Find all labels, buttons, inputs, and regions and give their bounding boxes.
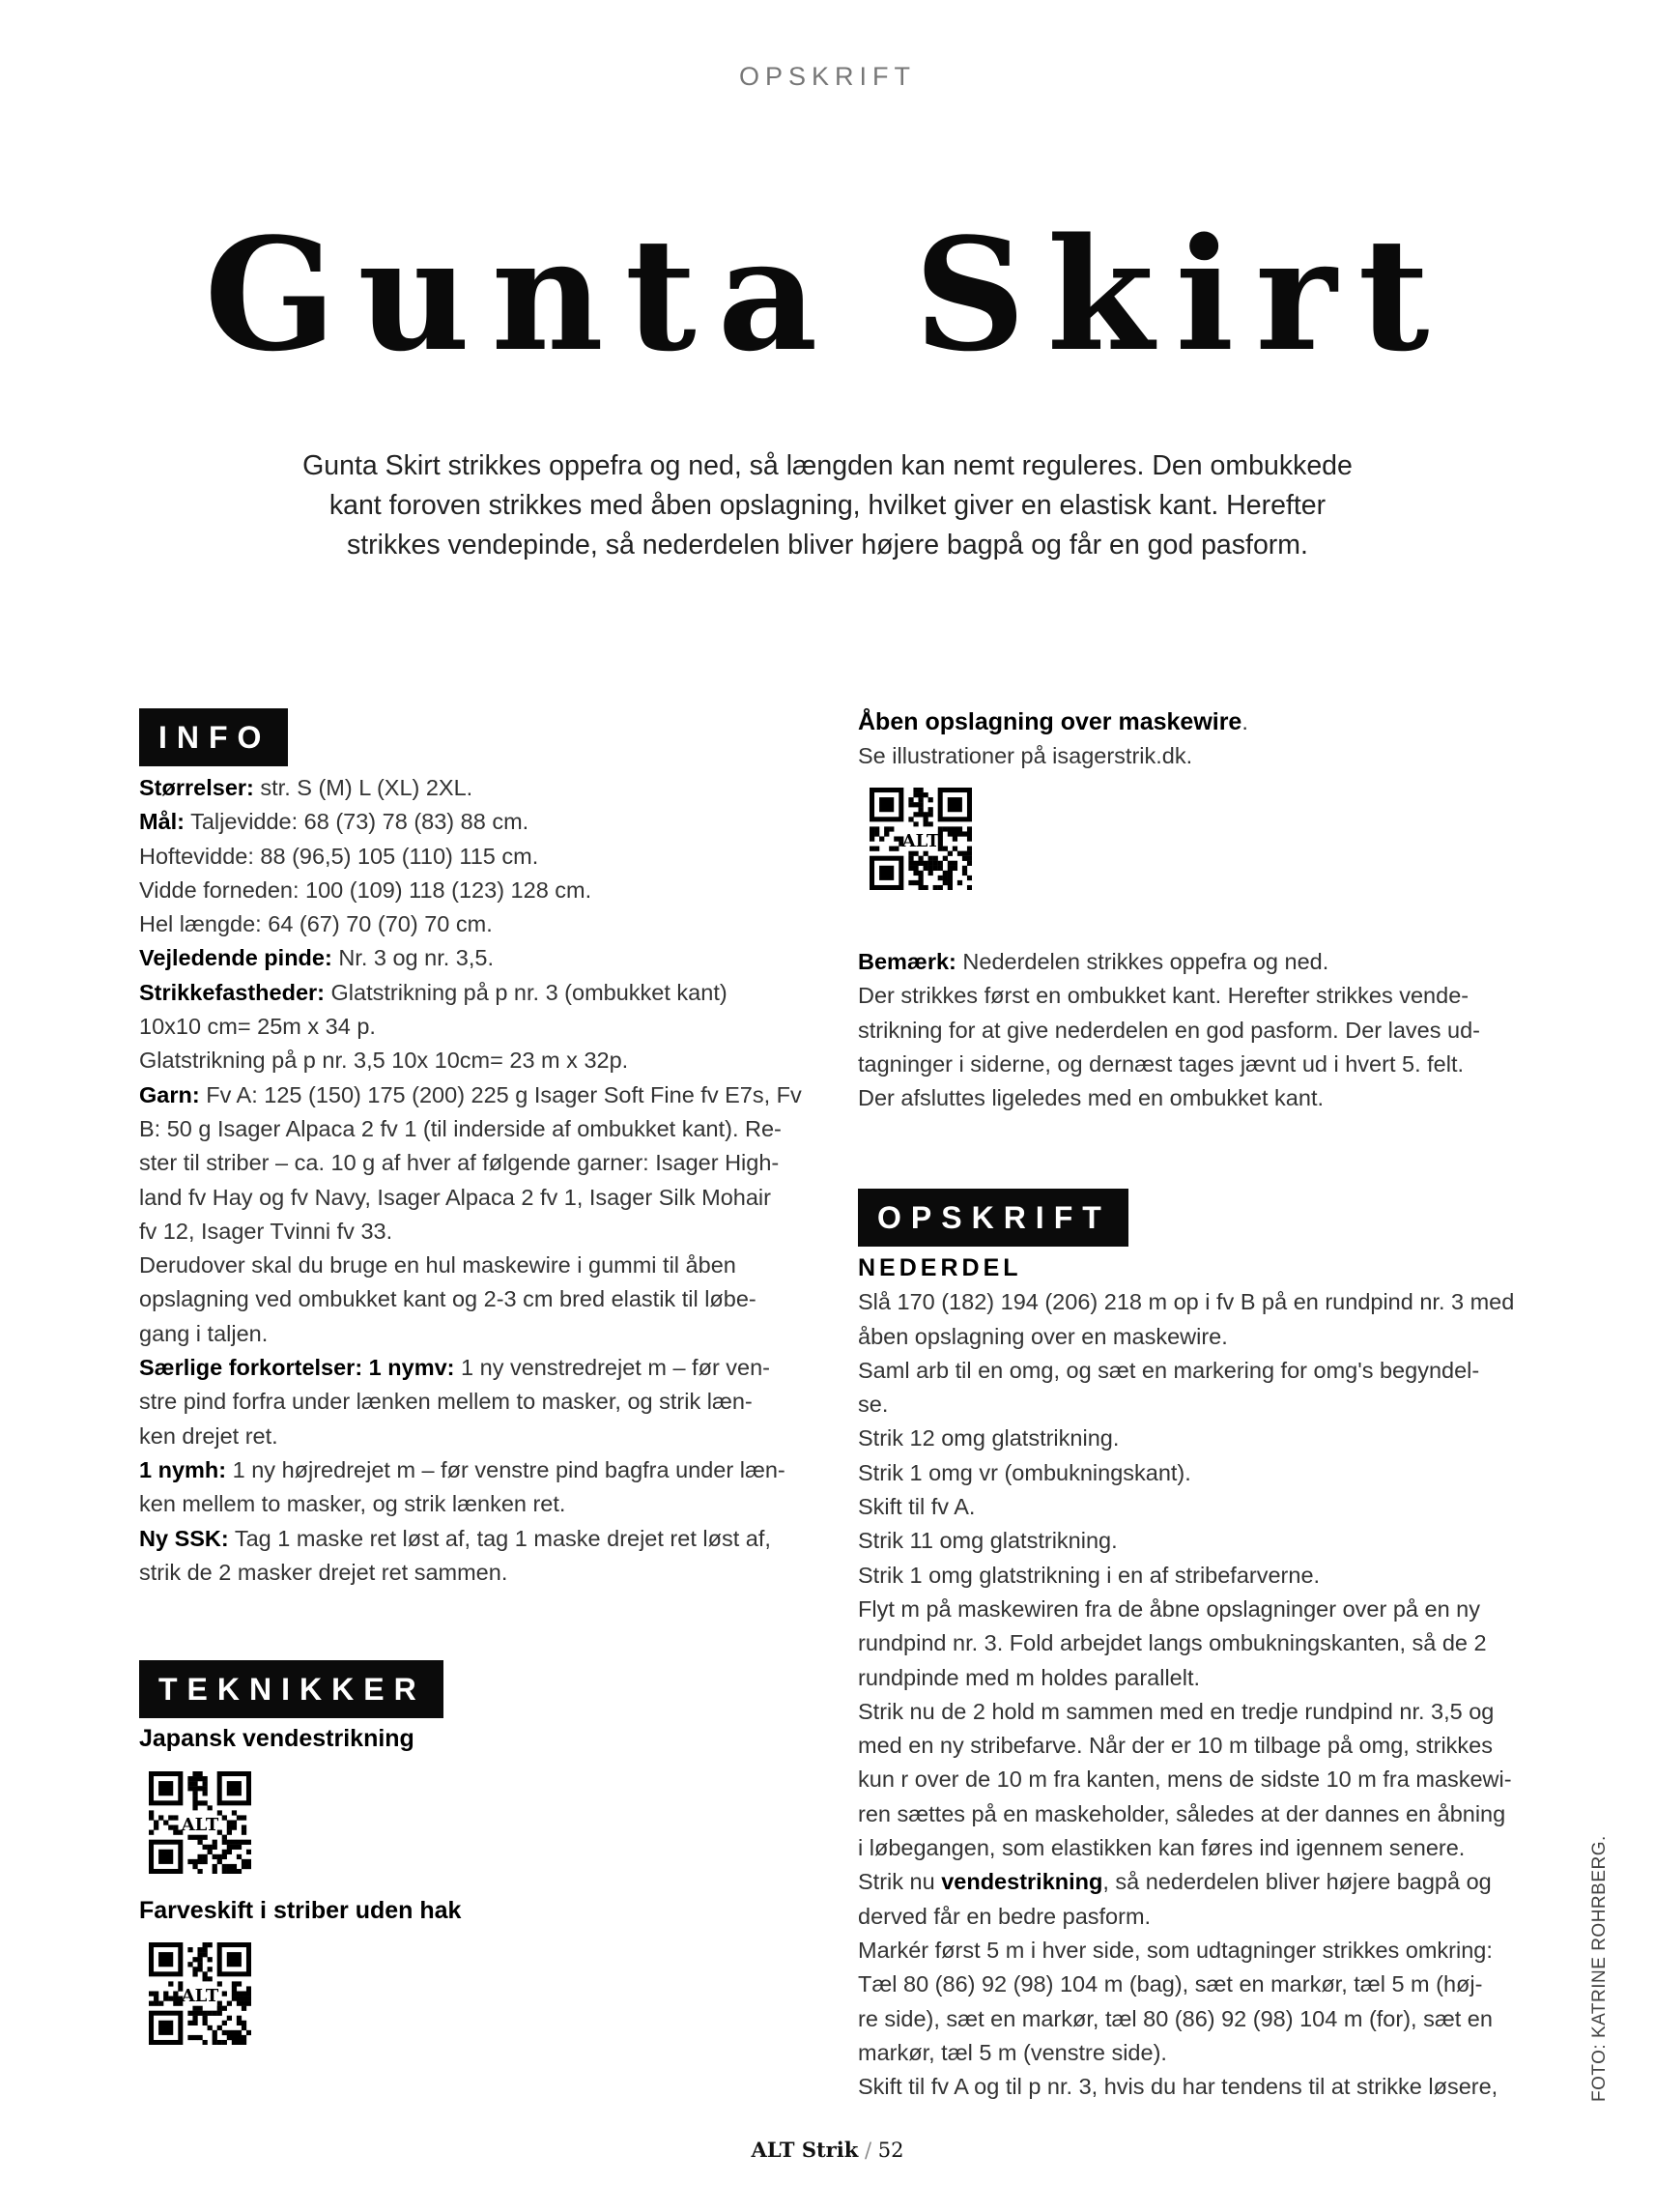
info-line xyxy=(139,1522,835,1556)
bemaerk-label: Bemærk: xyxy=(858,949,956,974)
opskrift-line: åben opslagning over en maskewire. xyxy=(858,1323,1228,1349)
section-label: OPSKRIFT xyxy=(738,62,916,91)
bemaerk-line: Der afsluttes ligeledes med en ombukket kant. xyxy=(858,1085,1325,1111)
info-line xyxy=(139,1317,835,1351)
info-text: fv 12, Isager Tvinni fv 33. xyxy=(139,1218,393,1244)
info-text: 1 ny højredrejet m – før venstre pind bagfra under læn- xyxy=(232,1456,785,1482)
info-text: str. S (M) L (XL) 2XL. xyxy=(260,775,473,800)
opskrift-line: derved får en bedre pasform. xyxy=(858,1903,1152,1929)
vende-pre: Strik nu xyxy=(858,1869,942,1895)
info-text: Nr. 3 og nr. 3,5. xyxy=(338,945,495,971)
info-line xyxy=(139,1249,835,1282)
info-label: Vejledende pinde: xyxy=(139,945,332,971)
opskrift-line: Flyt m på maskewiren fra de åbne opslagninger over på en ny xyxy=(858,1595,1480,1622)
info-line xyxy=(139,1181,835,1215)
info-text: ster til striber – ca. 10 g af hver af følgende garner: Isager High- xyxy=(139,1150,780,1176)
info-line xyxy=(139,1453,835,1487)
info-text: Fv A: 125 (150) 175 (200) 225 g Isager Soft Fine fv E7s, Fv xyxy=(206,1081,802,1107)
info-line xyxy=(139,1556,835,1590)
info-text: opslagning ved ombukket kant og 2-3 cm bred elastik til løbe- xyxy=(139,1286,756,1312)
info-line xyxy=(139,805,835,839)
opskrift-line: Strik nu de 2 hold m sammen med en tredje rundpind nr. 3,5 og xyxy=(858,1698,1495,1724)
info-text: Glatstrikning på p nr. 3,5 10x 10cm= 23 m x 32p. xyxy=(139,1048,629,1074)
info-line xyxy=(139,1420,835,1453)
svg-text:ALT: ALT xyxy=(181,1986,219,2006)
qr-code-aaben[interactable] xyxy=(870,788,972,890)
info-text: ken mellem to masker, og strik lænken ret. xyxy=(139,1491,566,1517)
opskrift-line: se. xyxy=(858,1392,889,1418)
info-text: Vidde forneden: 100 (109) 118 (123) 128 cm. xyxy=(139,876,592,903)
info-text: Glatstrikning på p nr. 3 (ombukket kant) xyxy=(330,979,728,1005)
info-line xyxy=(139,941,835,975)
opskrift-line: ren sættes på en maskeholder, således at der dannes en åbning xyxy=(858,1800,1506,1826)
info-text: 10x10 cm= 25m x 34 p. xyxy=(139,1014,376,1040)
page-footer: ALT Strik / 52 xyxy=(751,2138,904,2162)
info-line xyxy=(139,1044,835,1077)
opskrift-heading: OPSKRIFT xyxy=(858,1189,1128,1247)
svg-text:ALT: ALT xyxy=(181,1815,219,1835)
info-line xyxy=(139,1351,835,1385)
info-heading: INFO xyxy=(139,708,288,766)
info-text: Taljevidde: 68 (73) 78 (83) 88 cm. xyxy=(190,809,529,835)
info-label: 1 nymh: xyxy=(139,1456,227,1482)
info-line xyxy=(139,1282,835,1316)
svg-text:ALT: ALT xyxy=(901,831,940,851)
qr-code-japansk[interactable] xyxy=(149,1771,251,1874)
info-line xyxy=(139,1385,835,1419)
info-line xyxy=(139,840,835,874)
opskrift-line: re side), sæt en markør, tæl 80 (86) 92 (98) 104 m (for), sæt en xyxy=(858,2005,1493,2031)
opskrift-line: Skift til fv A. xyxy=(858,1494,976,1520)
intro-line: kant foroven strikkes med åben opslagning, hvilket giver en elastisk kant. Herefter xyxy=(328,490,1327,521)
teknikker-heading: TEKNIKKER xyxy=(139,1660,443,1718)
opskrift-line: Strik 1 omg vr (ombukningskant). xyxy=(858,1459,1191,1485)
intro-line: Gunta Skirt strikkes oppefra og ned, så længden kan nemt reguleres. Den ombukkede xyxy=(302,450,1353,481)
info-line xyxy=(139,1078,835,1112)
opskrift-line: med en ny stribefarve. Når der er 10 m tilbage på omg, strikkes xyxy=(858,1733,1493,1759)
info-text: gang i taljen. xyxy=(139,1320,269,1346)
vende-bold: vendestrikning xyxy=(941,1869,1103,1895)
intro-line: strikkes vendepinde, så nederdelen bliver højere bagpå og får en god pasform. xyxy=(347,530,1308,560)
bemaerk-block xyxy=(858,945,1573,1115)
bemaerk-line: Nederdelen strikkes oppefra og ned. xyxy=(962,949,1329,974)
info-line xyxy=(139,1010,835,1044)
info-line xyxy=(139,1215,835,1249)
vende-post: , så nederdelen bliver højere bagpå og xyxy=(1102,1869,1492,1895)
bemaerk-line: Der strikkes først en ombukket kant. Herefter strikkes vende- xyxy=(858,983,1470,1009)
aaben-title-punct: . xyxy=(1241,709,1248,734)
info-text: stre pind forfra under lænken mellem to masker, og strik læn- xyxy=(139,1389,753,1415)
info-text: Derudover skal du bruge en hul maskewire i gummi til åben xyxy=(139,1252,736,1278)
opskrift-line: Slå 170 (182) 194 (206) 218 m op i fv B på en rundpind nr. 3 med xyxy=(858,1289,1515,1315)
opskrift-line: rundpind nr. 3. Fold arbejdet langs ombukningskanten, så de 2 xyxy=(858,1630,1487,1656)
opskrift-line: kun r over de 10 m fra kanten, mens de sidste 10 m fra maskewi- xyxy=(858,1767,1512,1793)
opskrift-line: Strik 1 omg glatstrikning i en af stribefarverne. xyxy=(858,1562,1321,1588)
info-label: Størrelser: xyxy=(139,775,254,800)
info-label: Mål: xyxy=(139,809,185,835)
info-text: Hel længde: 64 (67) 70 (70) 70 cm. xyxy=(139,911,493,937)
technique-title: Japansk vendestrikning xyxy=(139,1725,414,1752)
opskrift-line: markør, tæl 5 m (venstre side). xyxy=(858,2039,1167,2065)
intro-paragraph xyxy=(222,446,1433,565)
bemaerk-line: tagninger i siderne, og dernæst tages jævnt ud i hvert 5. felt. xyxy=(858,1050,1465,1077)
info-text: 1 ny venstredrejet m – før ven- xyxy=(461,1355,771,1381)
info-text: ken drejet ret. xyxy=(139,1422,278,1449)
qr-code-icon xyxy=(870,788,972,890)
qr-code-farveskift[interactable] xyxy=(149,1942,251,2045)
photo-credit: FOTO: KATRINE ROHRBERG. xyxy=(1589,1835,1610,2102)
info-line xyxy=(139,874,835,907)
vende-line xyxy=(858,1865,1573,1899)
opskrift-line: rundpinde med m holdes parallelt. xyxy=(858,1664,1201,1690)
page-number: 52 xyxy=(877,2139,904,2162)
info-line xyxy=(139,1146,835,1180)
aaben-text: Se illustrationer på isagerstrik.dk. xyxy=(858,743,1193,769)
info-text: Hoftevidde: 88 (96,5) 105 (110) 115 cm. xyxy=(139,843,539,869)
opskrift-line: Skift til fv A og til p nr. 3, hvis du har tendens til at strikke løsere, xyxy=(858,2074,1498,2100)
nederdel-subheading: NEDERDEL xyxy=(858,1254,1022,1281)
info-label: Garn: xyxy=(139,1081,200,1107)
info-text: Tag 1 maske ret løst af, tag 1 maske drejet ret løst af, xyxy=(234,1525,771,1551)
aaben-title: Åben opslagning over maskewire xyxy=(858,708,1242,735)
qr-code-icon xyxy=(149,1942,251,2045)
info-body xyxy=(139,771,835,1590)
bemaerk-line: strikning for at give nederdelen en god pasform. Der laves ud- xyxy=(858,1017,1480,1043)
info-line xyxy=(139,1487,835,1521)
opskrift-line: Strik 12 omg glatstrikning. xyxy=(858,1425,1120,1451)
info-label: Strikkefastheder: xyxy=(139,979,325,1005)
opskrift-line: i løbegangen, som elastikken kan føres ind igennem senere. xyxy=(858,1835,1466,1861)
page-title: Gunta Skirt xyxy=(204,204,1451,386)
opskrift-line: Saml arb til en omg, og sæt en markering for omg's begyndel- xyxy=(858,1357,1480,1383)
info-line xyxy=(139,1112,835,1146)
info-label: Særlige forkortelser: 1 nymv: xyxy=(139,1355,455,1381)
info-text: B: 50 g Isager Alpaca 2 fv 1 (til inderside af ombukket kant). Re- xyxy=(139,1115,782,1141)
info-line xyxy=(139,976,835,1010)
opskrift-line: Tæl 80 (86) 92 (98) 104 m (bag), sæt en markør, tæl 5 m (høj- xyxy=(858,1971,1483,1997)
info-text: land fv Hay og fv Navy, Isager Alpaca 2 fv 1, Isager Silk Mohair xyxy=(139,1184,771,1210)
opskrift-line: Strik 11 omg glatstrikning. xyxy=(858,1528,1118,1554)
info-line xyxy=(139,771,835,805)
opskrift-line: Markér først 5 m i hver side, som udtagninger strikkes omkring: xyxy=(858,1937,1493,1963)
footer-brand: ALT Strik xyxy=(751,2138,859,2162)
technique-title: Farveskift i striber uden hak xyxy=(139,1897,462,1924)
info-label: Ny SSK: xyxy=(139,1525,229,1551)
qr-code-icon xyxy=(149,1771,251,1874)
info-text: strik de 2 masker drejet ret sammen. xyxy=(139,1559,508,1585)
info-line xyxy=(139,907,835,941)
